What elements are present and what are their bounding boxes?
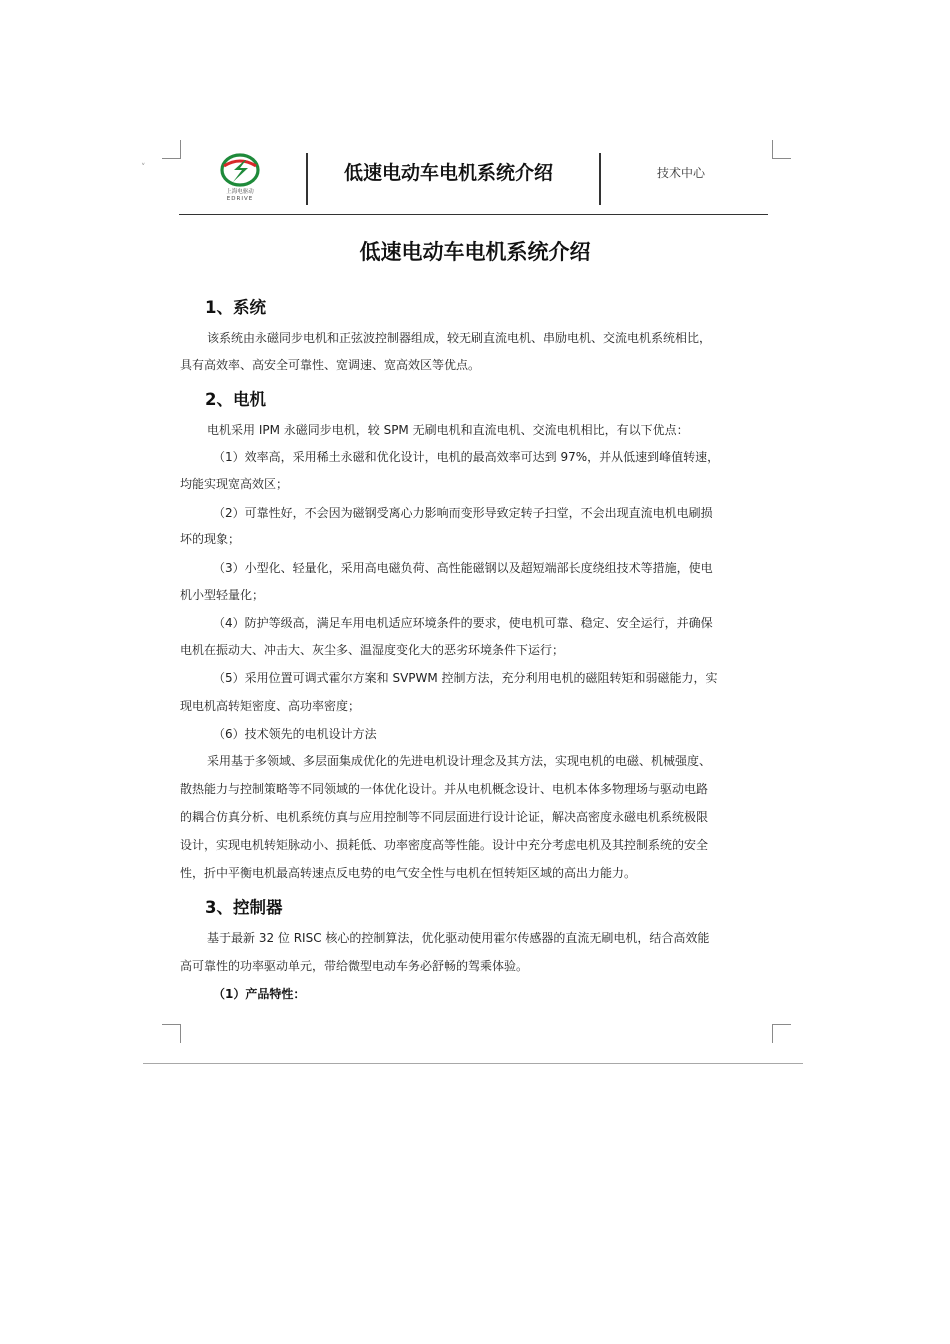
list-item: （6）技术领先的电机设计方法 (213, 727, 377, 741)
page-bottom-edge (143, 1063, 803, 1064)
list-item: （2）可靠性好，不会因为磁钢受离心力影响而变形导致定转子扫堂，不会出现直流电机电刷损 (213, 506, 713, 520)
paragraph-line: 高可靠性的功率驱动单元，带给微型电动车务必舒畅的驾乘体验。 (180, 959, 529, 973)
logo-english-text: EDRIVE (226, 196, 254, 202)
paragraph-line: 坏的现象； (180, 532, 241, 546)
page-header (179, 150, 768, 215)
company-logo (215, 152, 265, 204)
header-divider (306, 153, 308, 205)
paragraph-line: 机小型轻量化； (180, 588, 265, 602)
crop-mark-bottom-left (162, 1024, 181, 1043)
paragraph-line: 具有高效率、高安全可靠性、宽调速、宽高效区等优点。 (180, 358, 481, 372)
edrive-logo-icon (215, 152, 265, 188)
list-item: （1）效率高，采用稀土永磁和优化设计，电机的最高效率可达到 97%，并从低速到峰值转速， (213, 450, 720, 464)
paragraph-line: 现电机高转矩密度、高功率密度； (180, 699, 361, 713)
document-title: 低速电动车电机系统介绍 (359, 240, 591, 264)
header-divider (599, 153, 601, 205)
paragraph-line: 均能实现宽高效区； (180, 477, 289, 491)
list-item: （5）采用位置可调式霍尔方案和 SVPWM 控制方法，充分利用电机的磁阻转矩和弱磁能力，实 (213, 671, 718, 685)
crop-mark-top-right (772, 140, 791, 159)
list-item: （4）防护等级高，满足车用电机适应环境条件的要求，使电机可靠、稳定、安全运行，并确保 (213, 616, 713, 630)
paragraph-line: 该系统由永磁同步电机和正弦波控制器组成，较无刷直流电机、串励电机、交流电机系统相比， (207, 331, 712, 345)
section-heading-motor: 2、电机 (205, 390, 266, 409)
paragraph-line: 的耦合仿真分析、电机系统仿真与应用控制等不同层面进行设计论证，解决高密度永磁电机系统极限 (180, 810, 709, 824)
logo-chinese-text: 上海电驱动 (226, 189, 254, 195)
section-heading-controller: 3、控制器 (205, 898, 283, 917)
paragraph-line: 电机在振动大、冲击大、灰尘多、温湿度变化大的恶劣环境条件下运行； (180, 643, 565, 657)
header-title: 低速电动车电机系统介绍 (344, 162, 554, 184)
paragraph-line: 性，折中平衡电机最高转速点反电势的电气安全性与电机在恒转矩区域的高出力能力。 (180, 866, 637, 880)
paragraph-line: 基于最新 32 位 RISC 核心的控制算法，优化驱动使用霍尔传感器的直流无刷电机，结合高效能 (207, 931, 710, 945)
crop-mark-bottom-right (772, 1024, 791, 1043)
subheading-product-features: （1）产品特性： (213, 987, 306, 1001)
paragraph-line: 电机采用 IPM 永磁同步电机，较 SPM 无刷电机和直流电机、交流电机相比，有以下优点： (207, 423, 689, 437)
paragraph-line: 设计，实现电机转矩脉动小、损耗低、功率密度高等性能。设计中充分考虑电机及其控制系统的安全 (180, 838, 709, 852)
paragraph-line: 采用基于多领域、多层面集成优化的先进电机设计理念及其方法，实现电机的电磁、机械强度、 (207, 754, 712, 768)
section-heading-system: 1、系统 (205, 298, 266, 317)
header-department: 技术中心 (657, 166, 706, 180)
paragraph-line: 散热能力与控制策略等不同领域的一体优化设计。并从电机概念设计、电机本体多物理场与驱动电路 (180, 782, 709, 796)
margin-arrow-icon: ˅ (141, 163, 146, 173)
list-item: （3）小型化、轻量化，采用高电磁负荷、高性能磁钢以及超短端部长度绕组技术等措施，使电 (213, 561, 713, 575)
